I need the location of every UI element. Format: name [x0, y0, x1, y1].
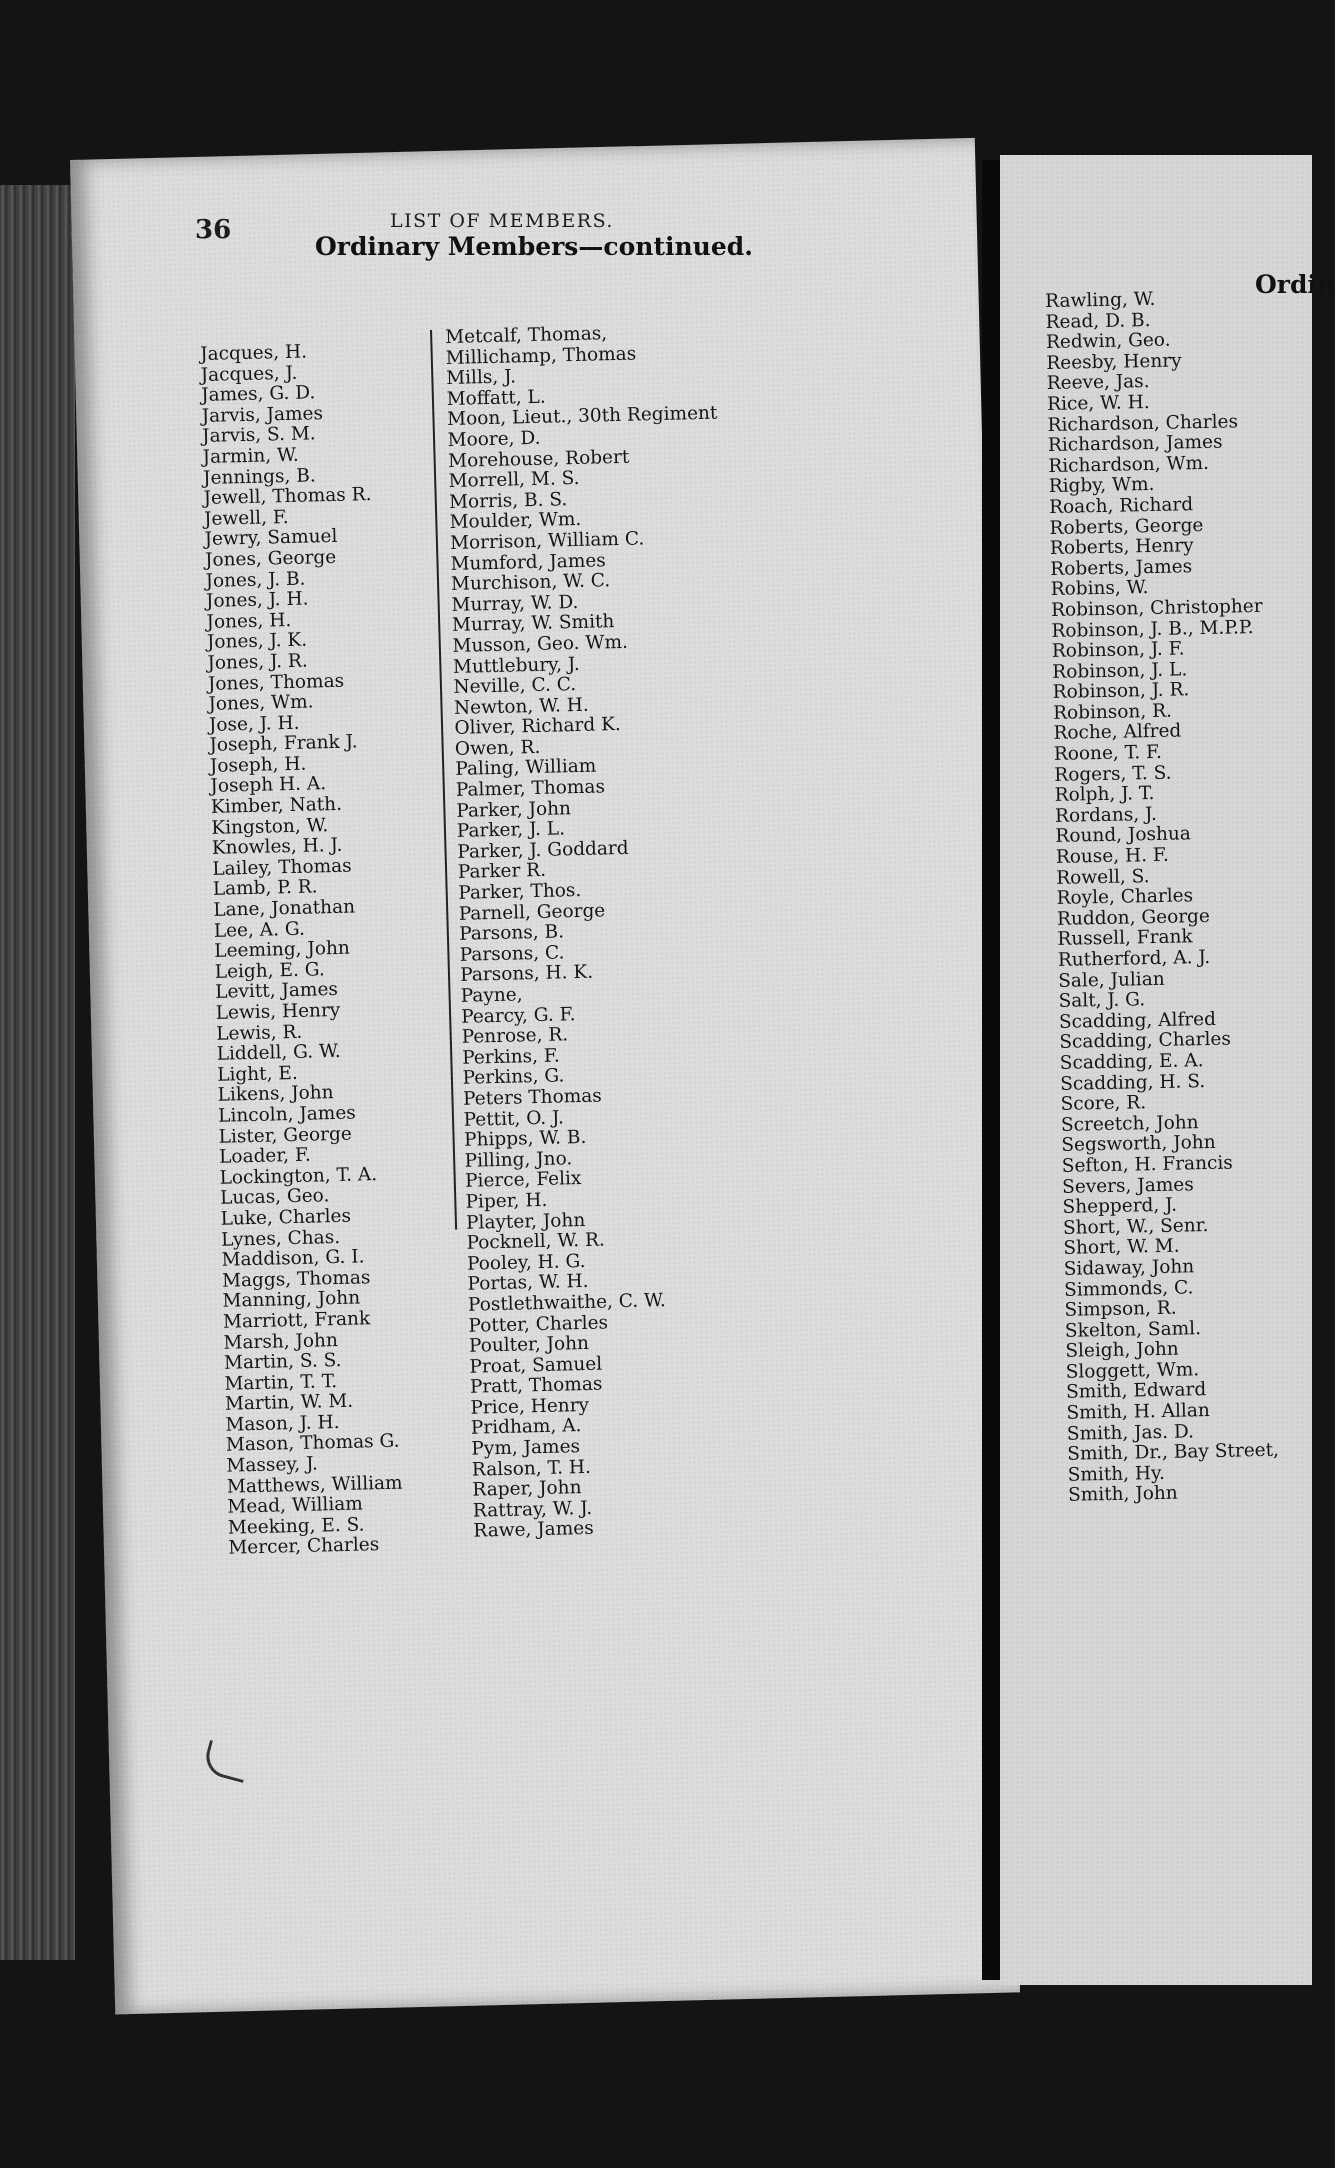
member-entry: Jarmin, W. — [202, 444, 299, 468]
member-entry: Massey, J. — [226, 1453, 319, 1477]
member-entry: Mills, J. — [445, 366, 517, 390]
member-entry: Peters Thomas — [462, 1085, 603, 1110]
member-entry: Round, Joshua — [1055, 823, 1192, 848]
member-entry: Light, E. — [216, 1062, 298, 1086]
member-entry: Morrell, M. S. — [448, 468, 580, 493]
member-entry: Poulter, John — [468, 1332, 590, 1357]
member-entry: Pearcy, G. F. — [460, 1003, 576, 1028]
member-entry: Pratt, Thomas — [469, 1373, 603, 1398]
member-entry: Rawe, James — [473, 1518, 594, 1543]
member-entry: Jones, J. R. — [207, 650, 308, 674]
member-entry: Rice, W. H. — [1046, 391, 1150, 415]
member-entry: Rawling, W. — [1044, 288, 1156, 312]
member-entry: Mumford, James — [450, 549, 607, 575]
book-page-edges — [0, 185, 75, 1960]
member-entry: Piper, H. — [465, 1189, 548, 1213]
member-entry: Parsons, H. K. — [460, 962, 594, 987]
member-entry: Lewis, R. — [215, 1021, 303, 1045]
member-entry: Shepperd, J. — [1062, 1194, 1178, 1218]
member-entry: Richardson, James — [1047, 431, 1223, 457]
member-entry: Smith, Jas. D. — [1066, 1421, 1195, 1445]
member-entry: Ralson, T. H. — [471, 1456, 592, 1481]
member-entry: Kimber, Nath. — [210, 793, 343, 818]
member-entry: Moon, Lieut., 30th Regiment — [446, 402, 718, 431]
member-entry: Short, W. M. — [1063, 1235, 1180, 1260]
member-entry: Lane, Jonathan — [213, 896, 356, 921]
member-entry: James, G. D. — [200, 382, 316, 407]
member-entry: Score, R. — [1060, 1092, 1147, 1116]
member-entry: Pierce, Felix — [464, 1168, 582, 1193]
member-entry: Parker, J. Goddard — [457, 837, 629, 863]
member-entry: Millichamp, Thomas — [445, 343, 637, 369]
member-entry: Smith, H. Allan — [1066, 1400, 1210, 1424]
member-entry: Richardson, Wm. — [1048, 452, 1210, 477]
member-entry: Sale, Julian — [1058, 968, 1165, 992]
member-entry: Luke, Charles — [220, 1205, 352, 1230]
member-entry: Mason, J. H. — [225, 1411, 340, 1436]
member-entry: Lucas, Geo. — [219, 1185, 330, 1210]
member-entry: Playter, John — [465, 1209, 586, 1234]
member-entry: Rordans, J. — [1054, 803, 1158, 827]
member-entry: Smith, Edward — [1065, 1379, 1207, 1404]
member-entry: Pym, James — [471, 1436, 581, 1460]
member-entry: Richardson, Charles — [1047, 410, 1239, 436]
member-entry: Roche, Alfred — [1053, 720, 1182, 745]
section-title: Ordinary Members—continued. — [315, 232, 753, 261]
member-entry: Morris, B. S. — [448, 488, 568, 513]
member-entry: Parsons, B. — [459, 921, 565, 946]
member-entry: Phipps, W. B. — [463, 1127, 587, 1151]
member-entry: Redwin, Geo. — [1045, 329, 1171, 354]
member-entry: Roberts, James — [1050, 555, 1193, 580]
member-entry: Potter, Charles — [468, 1311, 609, 1337]
member-entry: Parker, J. L. — [456, 818, 566, 843]
member-entry: Roberts, Henry — [1049, 535, 1194, 560]
member-entry: Jewell, F. — [203, 506, 289, 530]
member-entry: Jacques, H. — [199, 341, 308, 365]
member-entry: Neville, C. C. — [453, 674, 577, 698]
member-entry: Price, Henry — [470, 1394, 590, 1419]
member-entry: Murray, W. D. — [451, 591, 579, 616]
member-entry: Raper, John — [472, 1477, 582, 1501]
member-entry: Jones, Thomas — [207, 670, 345, 695]
member-entry: Martin, S. S. — [223, 1350, 342, 1374]
member-entry: Oliver, Richard K. — [454, 714, 622, 740]
member-entry: Jose, J. H. — [208, 712, 300, 736]
member-entry: Levitt, James — [215, 979, 339, 1004]
member-entry: Roone, T. F. — [1053, 741, 1163, 765]
member-entry: Musson, Geo. Wm. — [452, 631, 629, 657]
member-entry: Salt, J. G. — [1058, 989, 1146, 1013]
member-entry: Portas, W. H. — [467, 1271, 589, 1296]
member-entry: Robinson, J. R. — [1052, 679, 1190, 704]
member-entry: Pocknell, W. R. — [466, 1229, 605, 1254]
member-entry: Roach, Richard — [1048, 494, 1194, 518]
member-entry: Jarvis, S. M. — [201, 423, 316, 448]
member-entry: Lee, A. G. — [213, 918, 306, 942]
member-entry: Robinson, J. F. — [1051, 638, 1185, 663]
member-entry: Leigh, E. G. — [214, 959, 325, 983]
member-entry: Simmonds, C. — [1063, 1276, 1194, 1301]
member-entry: Parker R. — [457, 860, 547, 884]
member-entry: Proat, Samuel — [469, 1353, 603, 1378]
member-entry: Moulder, Wm. — [449, 509, 582, 534]
member-entry: Moore, D. — [447, 427, 541, 451]
member-entry: Jarvis, James — [201, 402, 324, 427]
member-entry: Maggs, Thomas — [221, 1266, 371, 1292]
member-entry: Royle, Charles — [1056, 885, 1194, 910]
member-entry: Read, D. B. — [1045, 309, 1151, 333]
member-entry: Screetch, John — [1060, 1111, 1199, 1136]
member-entry: Rutherford, A. J. — [1057, 946, 1211, 971]
member-entry: Smith, John — [1067, 1483, 1178, 1507]
member-entry: Paling, William — [455, 756, 597, 781]
member-entry: Lincoln, James — [217, 1102, 357, 1127]
members-column-1 — [200, 341, 404, 1560]
member-entry: Sloggett, Wm. — [1065, 1359, 1200, 1383]
member-entry: Jennings, B. — [202, 464, 316, 489]
member-entry: Lockington, T. A. — [219, 1163, 378, 1189]
book-gutter — [982, 160, 1000, 1980]
member-entry: Jones, J. K. — [206, 629, 308, 654]
member-entry: Matthews, William — [226, 1472, 403, 1498]
member-entry: Joseph H. A. — [210, 773, 327, 798]
member-entry: Russell, Frank — [1057, 926, 1193, 951]
member-entry: Lamb, P. R. — [212, 876, 318, 901]
member-entry: Robinson, Christopher — [1050, 595, 1263, 621]
member-entry: Morrison, William C. — [449, 528, 645, 554]
right-page-heading: Ordin — [1255, 270, 1335, 299]
member-entry: Marsh, John — [223, 1329, 339, 1354]
member-entry: Sefton, H. Francis — [1061, 1152, 1233, 1177]
member-entry: Palmer, Thomas — [455, 776, 606, 801]
member-entry: Newton, W. H. — [453, 694, 589, 719]
member-entry: Parker, John — [456, 797, 572, 822]
member-entry: Jacques, J. — [200, 362, 298, 386]
member-entry: Reesby, Henry — [1046, 350, 1182, 374]
member-entry: Martin, W. M. — [224, 1390, 354, 1415]
member-entry: Segsworth, John — [1061, 1132, 1216, 1157]
member-entry: Penrose, R. — [461, 1024, 569, 1048]
member-entry: Scadding, Charles — [1059, 1028, 1232, 1054]
member-entry: Robins, W. — [1050, 577, 1149, 601]
member-entry: Perkins, G. — [462, 1065, 565, 1090]
member-entry: Mead, William — [227, 1493, 364, 1518]
member-entry: Payne, — [460, 984, 523, 1007]
members-column-3 — [1045, 288, 1280, 1507]
member-entry: Parker, Thos. — [458, 879, 582, 904]
member-entry: Likens, John — [217, 1082, 334, 1107]
member-entry: Meeking, E. S. — [227, 1514, 365, 1539]
member-entry: Manning, John — [222, 1287, 361, 1313]
member-entry: Jewell, Thomas R. — [203, 484, 372, 510]
member-entry: Pridham, A. — [470, 1415, 582, 1440]
member-entry: Simpson, R. — [1064, 1297, 1177, 1321]
member-entry: Lynes, Chas. — [220, 1226, 341, 1251]
member-entry: Perkins, F. — [461, 1045, 560, 1069]
members-column-2 — [445, 322, 744, 1543]
member-entry: Morehouse, Robert — [447, 446, 630, 472]
member-entry: Leeming, John — [214, 937, 351, 963]
member-entry: Smith, Dr., Bay Street, — [1067, 1439, 1280, 1466]
member-entry: Murray, W. Smith — [451, 611, 615, 637]
member-entry: Metcalf, Thomas, — [444, 323, 608, 348]
member-entry: Reeve, Jas. — [1046, 371, 1150, 395]
member-entry: Marriott, Frank — [222, 1308, 371, 1333]
member-entry: Parnell, George — [458, 900, 606, 925]
member-entry: Scadding, E. A. — [1059, 1050, 1204, 1074]
member-entry: Liddell, G. W. — [216, 1041, 341, 1065]
member-entry: Rattray, W. J. — [472, 1497, 593, 1522]
member-entry: Smith, Hy. — [1067, 1462, 1166, 1486]
member-entry: Mercer, Charles — [228, 1534, 380, 1560]
member-entry: Jones, Wm. — [208, 691, 314, 715]
member-entry: Postlethwaithe, C. W. — [467, 1289, 666, 1316]
member-entry: Robinson, J. L. — [1052, 659, 1188, 683]
member-entry: Rowell, S. — [1056, 865, 1150, 889]
member-entry: Rouse, H. F. — [1055, 844, 1169, 868]
member-entry: Pilling, Jno. — [464, 1147, 573, 1172]
member-entry: Moffatt, L. — [446, 386, 546, 410]
member-entry: Robinson, J. B., M.P.P. — [1051, 616, 1254, 642]
running-head: LIST OF MEMBERS. — [390, 210, 614, 232]
member-entry: Mason, Thomas G. — [225, 1431, 400, 1457]
member-entry: Jones, H. — [206, 609, 292, 633]
member-entry: Jewry, Samuel — [204, 526, 338, 551]
member-entry: Martin, T. T. — [224, 1370, 338, 1395]
member-entry: Knowles, H. J. — [211, 835, 343, 860]
member-entry: Murchison, W. C. — [450, 570, 611, 596]
member-entry: Maddison, G. I. — [221, 1246, 365, 1271]
member-entry: Scadding, Alfred — [1058, 1008, 1217, 1033]
member-entry: Parsons, C. — [459, 942, 565, 966]
member-entry: Joseph, Frank J. — [209, 731, 358, 757]
member-entry: Loader, F. — [218, 1144, 312, 1168]
member-entry: Scadding, H. S. — [1060, 1070, 1206, 1095]
member-entry: Skelton, Saml. — [1064, 1317, 1202, 1342]
member-entry: Lewis, Henry — [215, 999, 341, 1024]
member-entry: Lister, George — [218, 1123, 353, 1148]
member-entry: Rolph, J. T. — [1054, 783, 1155, 807]
member-entry: Severs, James — [1061, 1173, 1194, 1198]
member-entry: Kingston, W. — [211, 814, 329, 839]
member-entry: Pooley, H. G. — [466, 1250, 586, 1275]
member-entry: Short, W., Senr. — [1062, 1214, 1209, 1239]
member-entry: Jones, George — [204, 546, 337, 571]
member-entry: Muttlebury, J. — [452, 653, 581, 678]
member-entry: Sidaway, John — [1063, 1256, 1195, 1280]
member-entry: Rogers, T. S. — [1054, 762, 1172, 786]
member-entry: Sleigh, John — [1065, 1338, 1179, 1363]
member-entry: Roberts, George — [1049, 514, 1204, 539]
page-number: 36 — [195, 215, 232, 245]
member-entry: Joseph, H. — [209, 753, 307, 777]
member-entry: Robinson, R. — [1052, 700, 1173, 724]
member-entry: Owen, R. — [454, 736, 541, 760]
member-entry: Jones, J. H. — [205, 588, 309, 613]
member-entry: Jones, J. B. — [205, 568, 306, 592]
member-entry: Pettit, O. J. — [463, 1106, 565, 1131]
member-entry: Rigby, Wm. — [1048, 474, 1155, 498]
member-entry: Ruddon, George — [1056, 905, 1211, 930]
member-entry: Lailey, Thomas — [212, 855, 352, 880]
